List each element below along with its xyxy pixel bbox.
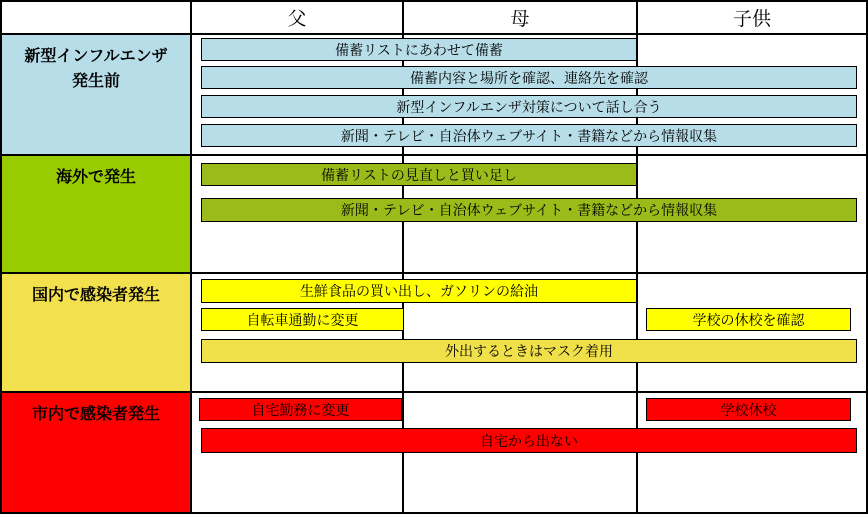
header-mother: 母: [404, 2, 636, 33]
stage-label-overseas: 海外で発生: [2, 156, 190, 272]
header-father: 父: [192, 2, 402, 33]
action-bar: 新聞・テレビ・自治体ウェブサイト・書籍などから情報収集: [201, 124, 857, 147]
action-bar: 備蓄リストにあわせて備蓄: [201, 38, 637, 61]
header-child: 子供: [638, 2, 866, 33]
action-bar: 外出するときはマスク着用: [201, 339, 857, 363]
stage-label-pre-outbreak: 新型インフルエンザ 発生前: [2, 35, 190, 154]
action-bar: 生鮮食品の買い出し、ガソリンの給油: [201, 279, 637, 303]
stage-label-domestic: 国内で感染者発生: [2, 274, 190, 391]
action-bar: 自宅から出ない: [201, 428, 857, 453]
grid-cell: [638, 274, 866, 391]
stage-label-city: 市内で感染者発生: [2, 393, 190, 512]
action-bar: 学校の休校を確認: [646, 308, 851, 331]
action-bar: 備蓄内容と場所を確認、連絡先を確認: [201, 66, 857, 89]
action-bar: 新聞・テレビ・自治体ウェブサイト・書籍などから情報収集: [201, 198, 857, 222]
action-bar: 自宅勤務に変更: [199, 398, 402, 421]
action-bar: 自転車通勤に変更: [201, 308, 404, 331]
header-corner: [2, 2, 190, 33]
action-bar: 学校休校: [646, 398, 851, 421]
action-bar: 備蓄リストの見直しと買い足し: [201, 163, 637, 186]
action-bar: 新型インフルエンザ対策について話し合う: [201, 95, 857, 118]
